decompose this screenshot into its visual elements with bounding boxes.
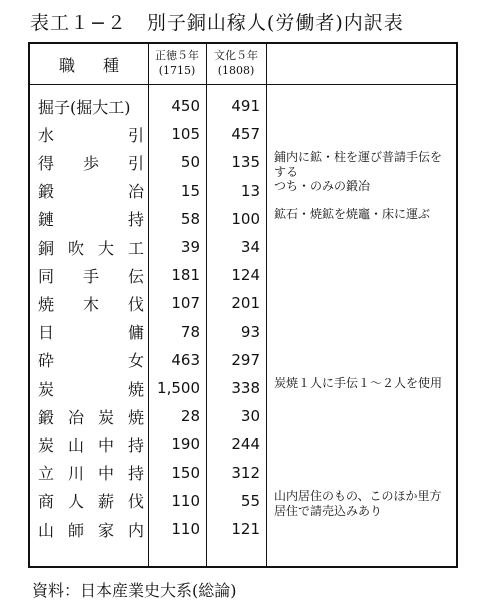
- job-type-cell: 鍛 冶: [38, 182, 144, 202]
- header-col-1808: [206, 48, 266, 82]
- table-row: [30, 120, 456, 148]
- count-1715-cell: 58: [180, 209, 200, 228]
- table-row: [30, 289, 456, 317]
- header-divider: [30, 84, 456, 85]
- header-col-1808-era: 文化５年: [214, 49, 258, 62]
- count-1715-cell: 78: [180, 322, 200, 341]
- count-1715-cell: 15: [180, 181, 200, 200]
- table-row: [30, 261, 456, 289]
- count-1808-cell: 13: [240, 181, 260, 200]
- count-1808-cell: 201: [231, 294, 260, 313]
- table-row: [30, 374, 456, 402]
- count-1715-cell: 190: [171, 435, 200, 454]
- job-type-cell: 水 引: [38, 125, 144, 145]
- count-1715-cell: 110: [171, 520, 200, 538]
- job-type-cell: 鏈 持: [38, 210, 144, 230]
- job-type-cell: 掘子(掘大工): [38, 97, 131, 117]
- count-1808-cell: 244: [231, 435, 260, 454]
- header-col-1715-year: (1715): [158, 64, 196, 77]
- job-type-cell: 銅 吹 大 工: [38, 238, 144, 258]
- count-1808-cell: 312: [231, 463, 260, 482]
- labor-table: [28, 42, 458, 568]
- count-1808-cell: 297: [231, 350, 260, 369]
- table-row: [30, 487, 456, 518]
- note-cell: 山内居住のもの、このほか里方居住で請売込みあり: [274, 488, 442, 518]
- table-row: [30, 177, 456, 205]
- job-type-cell: 焼 木 伐: [38, 294, 144, 314]
- table-row: [30, 346, 456, 374]
- header-type: 職種: [58, 55, 147, 75]
- header-col-1808-year: (1808): [217, 64, 255, 77]
- note-cell: つち・のみの鍛冶: [274, 178, 371, 193]
- job-type-cell: 得 歩 引: [38, 153, 144, 173]
- count-1808-cell: 457: [231, 125, 260, 144]
- table-title: 表工１−２ 別子銅山稼人(労働者)内訳表: [30, 12, 404, 34]
- job-type-cell: 日 傭: [38, 323, 144, 343]
- count-1715-cell: 50: [180, 153, 200, 172]
- table-row: [30, 459, 456, 487]
- table-row: [30, 318, 456, 346]
- job-type-cell: 立 川 中 持: [38, 464, 144, 484]
- count-1715-cell: 105: [171, 125, 200, 144]
- count-1808-cell: 338: [231, 379, 260, 397]
- count-1715-cell: 1,500: [157, 379, 200, 397]
- job-type-cell: 炭 山 中 持: [38, 435, 144, 455]
- job-type-cell: 炭 焼: [38, 379, 144, 399]
- count-1715-cell: 110: [171, 491, 200, 510]
- table-row: [30, 92, 456, 120]
- table-row: [30, 402, 456, 430]
- count-1808-cell: 55: [240, 491, 260, 510]
- job-type-cell: 山 師 家 内: [38, 520, 144, 540]
- job-type-cell: 同 手 伝: [38, 266, 144, 286]
- source-note: 資料：日本産業史大系(総論): [32, 581, 237, 600]
- job-type-cell: 砕 女: [38, 351, 144, 371]
- count-1808-cell: 124: [231, 266, 260, 285]
- job-type-cell: 鍛 冶 炭 焼: [38, 407, 144, 427]
- count-1808-cell: 491: [231, 97, 260, 115]
- count-1715-cell: 28: [180, 407, 200, 426]
- table-row: [30, 205, 456, 233]
- count-1715-cell: 450: [171, 97, 200, 115]
- count-1715-cell: 150: [171, 463, 200, 482]
- count-1808-cell: 121: [231, 520, 260, 538]
- table-row: [30, 233, 456, 261]
- count-1715-cell: 107: [171, 294, 200, 313]
- count-1715-cell: 181: [171, 266, 200, 285]
- count-1808-cell: 100: [231, 209, 260, 228]
- count-1808-cell: 30: [240, 407, 260, 426]
- count-1715-cell: 463: [171, 350, 200, 369]
- table-row: [30, 430, 456, 458]
- job-type-cell: 商 人 薪 伐: [38, 492, 144, 512]
- note-cell: 鋪内に鉱・柱を運び普請手伝をする: [274, 150, 443, 180]
- table-row: [30, 515, 456, 543]
- note-cell: 炭焼１人に手伝１〜２人を使用: [274, 376, 443, 390]
- count-1808-cell: 34: [240, 238, 260, 256]
- header-col-1715: [148, 48, 206, 82]
- count-1715-cell: 39: [180, 238, 200, 256]
- count-1808-cell: 93: [240, 322, 260, 341]
- count-1808-cell: 135: [231, 153, 260, 172]
- header-col-1715-era: 正徳５年: [155, 49, 199, 62]
- note-cell: 鉱石・焼鉱を焼竈・床に運ぶ: [274, 206, 431, 221]
- table-row: [30, 148, 456, 180]
